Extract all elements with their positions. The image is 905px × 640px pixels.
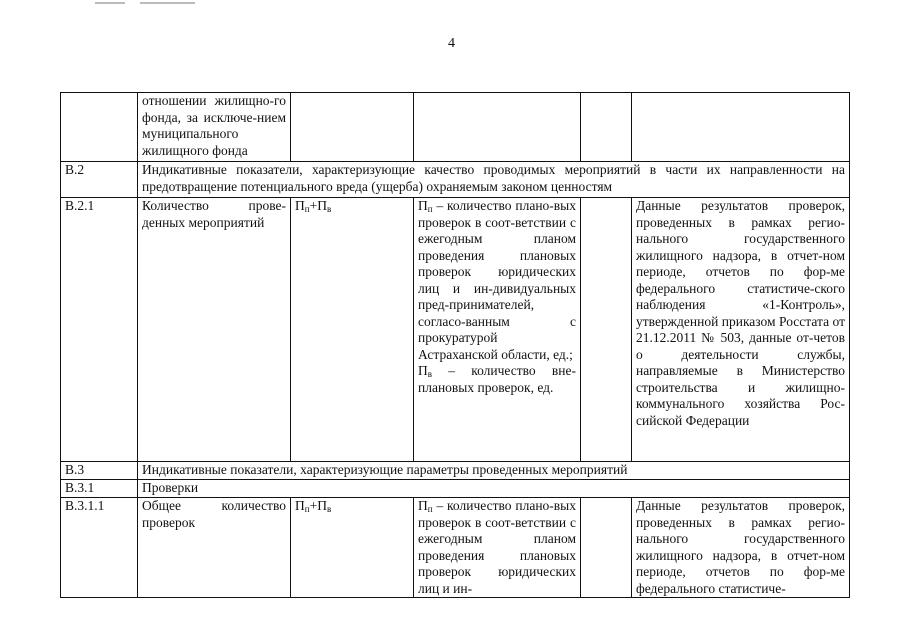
cell-formula: [291, 498, 414, 598]
cell-definition: [414, 198, 581, 462]
cell-source: Данные результатов проверок, проведенных в рамках регио-нального государственного жилищного надзора, в отчет-ном периоде, отчетов по фор-ме федерального статистиче-: [632, 498, 850, 598]
table-row-b21: [61, 198, 850, 462]
indicators-table: [60, 92, 850, 598]
formula-operator: +: [309, 498, 318, 513]
cell-source: [632, 93, 850, 162]
definition-symbol: П: [418, 198, 428, 213]
definition-subscript: п: [427, 504, 433, 514]
page-number: 4: [448, 36, 455, 51]
cell-source: Данные результатов проверок, проведенных в рамках регио-нального государственного жилищного надзора, в отчет-ном периоде, отчетов по фор-ме федерального статистиче-ского наблюдения «1-Контроль», утвержденной приказом Росстата от 21.12.2011 № 503, данные от-четов о деятельности службы, направляемые в Министерство строительства и жилищно-коммунального хозяйства Рос-сийской Федерации: [632, 198, 850, 462]
cell-definition: [414, 93, 581, 162]
formula-subscript: п: [304, 204, 310, 214]
table-row-b31: [61, 480, 850, 498]
cell-empty: [581, 498, 632, 598]
definition-symbol: П: [418, 498, 428, 513]
cell-code: В.3.1.1: [61, 498, 138, 598]
cell-code: В.2: [61, 162, 138, 198]
table-row-b3: [61, 462, 850, 480]
definition-text: – количество плано-вых проверок в соот-ветствии с ежегодным планом проведения плановых проверок юридических лиц и ин-: [418, 498, 576, 596]
definition-subscript: п: [427, 204, 433, 214]
definition-symbol: П: [418, 363, 428, 378]
definition-subscript: в: [427, 369, 432, 379]
cell-code: В.3: [61, 462, 138, 480]
formula-operator: +: [309, 198, 318, 213]
cell-formula: [291, 93, 414, 162]
definition-text: – количество плано-вых проверок в соот-ветствии с ежегодным планом проведения плановых проверок юридических лиц и ин-дивидуальных пред-принимателей, согласо-ванным с прокуратурой Астраханской области, ед.;: [418, 198, 576, 362]
cell-formula: [291, 198, 414, 462]
cell-indicator-name: Количество прове-денных мероприятий: [138, 198, 291, 462]
formula-subscript: в: [326, 204, 332, 214]
table-row-b2: [61, 162, 850, 198]
formula-symbol: П: [295, 498, 305, 513]
definition-text: – количество вне-плановых проверок, ед.: [418, 363, 576, 395]
cell-indicator-name: Общее количество проверок: [138, 498, 291, 598]
formula-symbol: П: [317, 498, 327, 513]
scan-artifact: [140, 2, 195, 4]
formula-symbol: П: [295, 198, 305, 213]
cell-empty: [581, 198, 632, 462]
formula-subscript: п: [304, 504, 310, 514]
cell-indicator-name: отношении жилищно-го фонда, за исключе-нием муниципального жилищного фонда: [138, 93, 291, 162]
table-row-continued: [61, 93, 850, 162]
formula-subscript: в: [326, 504, 332, 514]
cell-code: [61, 93, 138, 162]
table-row-b311: [61, 498, 850, 598]
formula-symbol: П: [317, 198, 327, 213]
cell-empty: [581, 93, 632, 162]
cell-code: В.3.1: [61, 480, 138, 498]
scan-artifact: [95, 2, 125, 4]
cell-code: В.2.1: [61, 198, 138, 462]
section-title: Индикативные показатели, характеризующие параметры проведенных мероприятий: [138, 462, 850, 480]
section-title: Проверки: [138, 480, 850, 498]
cell-definition: [414, 498, 581, 598]
section-title: Индикативные показатели, характеризующие качество проводимых мероприятий в части их направленности на предотвращение потенциального вреда (ущерба) охраняемым законом ценностям: [138, 162, 850, 198]
